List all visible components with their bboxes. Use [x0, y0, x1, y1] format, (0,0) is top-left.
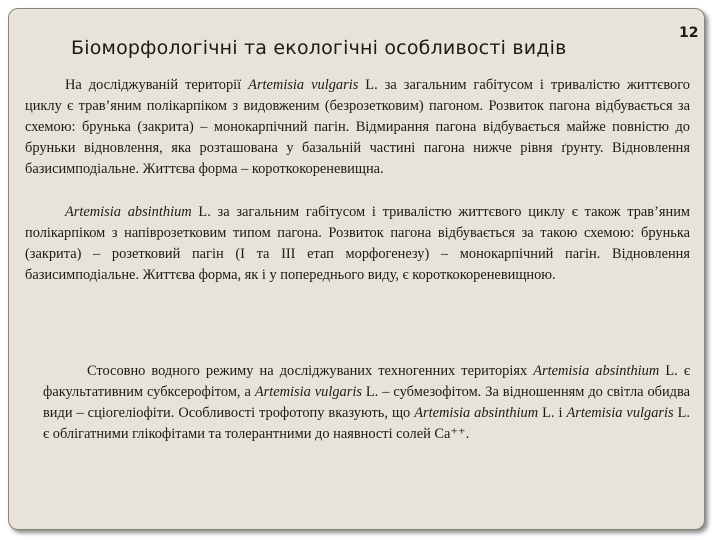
slide	[8, 8, 705, 530]
paragraph-artemisia-absinthium	[25, 202, 690, 286]
paragraph-ecology	[43, 361, 690, 445]
paragraph-artemisia-vulgaris	[25, 75, 690, 180]
species-name: Artemisia vulgaris	[566, 405, 674, 421]
text-segment: L. за загальним габітусом і тривалістю життєвого циклу є також трав’яним полікарпіком з напіврозетковим типом пагона. Розвиток пагона відбувається за такою схемою: брунька (закрита) – розетковий пагін (I та III етап морфогенезу) – монокарпічний пагін. Відновлення базисимподіальне. Життєва форма, як і у попереднього виду, є короткокореневищною.	[25, 204, 690, 283]
text-segment: L. і	[538, 405, 567, 421]
text-segment: L. – субмезофітом. За відношенням до світла обидва види – сціогеліофіти. Особливості трофотопу вказують, що	[43, 384, 690, 421]
text-segment: L. є облігатними глікофітами та толерантними до наявності солей Ca⁺⁺.	[43, 405, 690, 442]
text-segment: На досліджуваній території	[65, 77, 249, 93]
text-segment: L. є факультативним субксерофітом, а	[43, 363, 690, 400]
species-name: Artemisia absinthium	[65, 204, 192, 220]
text-segment: Стосовно водного режиму на досліджуваних техногенних територіях	[87, 363, 534, 379]
page-number: 12	[679, 25, 699, 41]
text-segment: L. за загальним габітусом і тривалістю життєвого циклу є трав’яним полікарпіком з видовженим (безрозетковим) пагоном. Розвиток пагона відбувається за схемою: брунька (закрита) – монокарпічний пагін. Відмирання пагона відбувається майже повністю до бруньки відновлення, яка розташована у базальній частині пагона нижче рівня ґрунту. Відновлення базисимподіальне. Життєва форма – короткокореневищна.	[25, 77, 690, 177]
species-name: Artemisia vulgaris	[248, 77, 359, 93]
species-name: Artemisia vulgaris	[254, 384, 362, 400]
species-name: Artemisia absinthium	[414, 405, 539, 421]
species-name: Artemisia absinthium	[533, 363, 660, 379]
slide-title: Біоморфологічні та екологічні особливості видів	[71, 37, 567, 59]
